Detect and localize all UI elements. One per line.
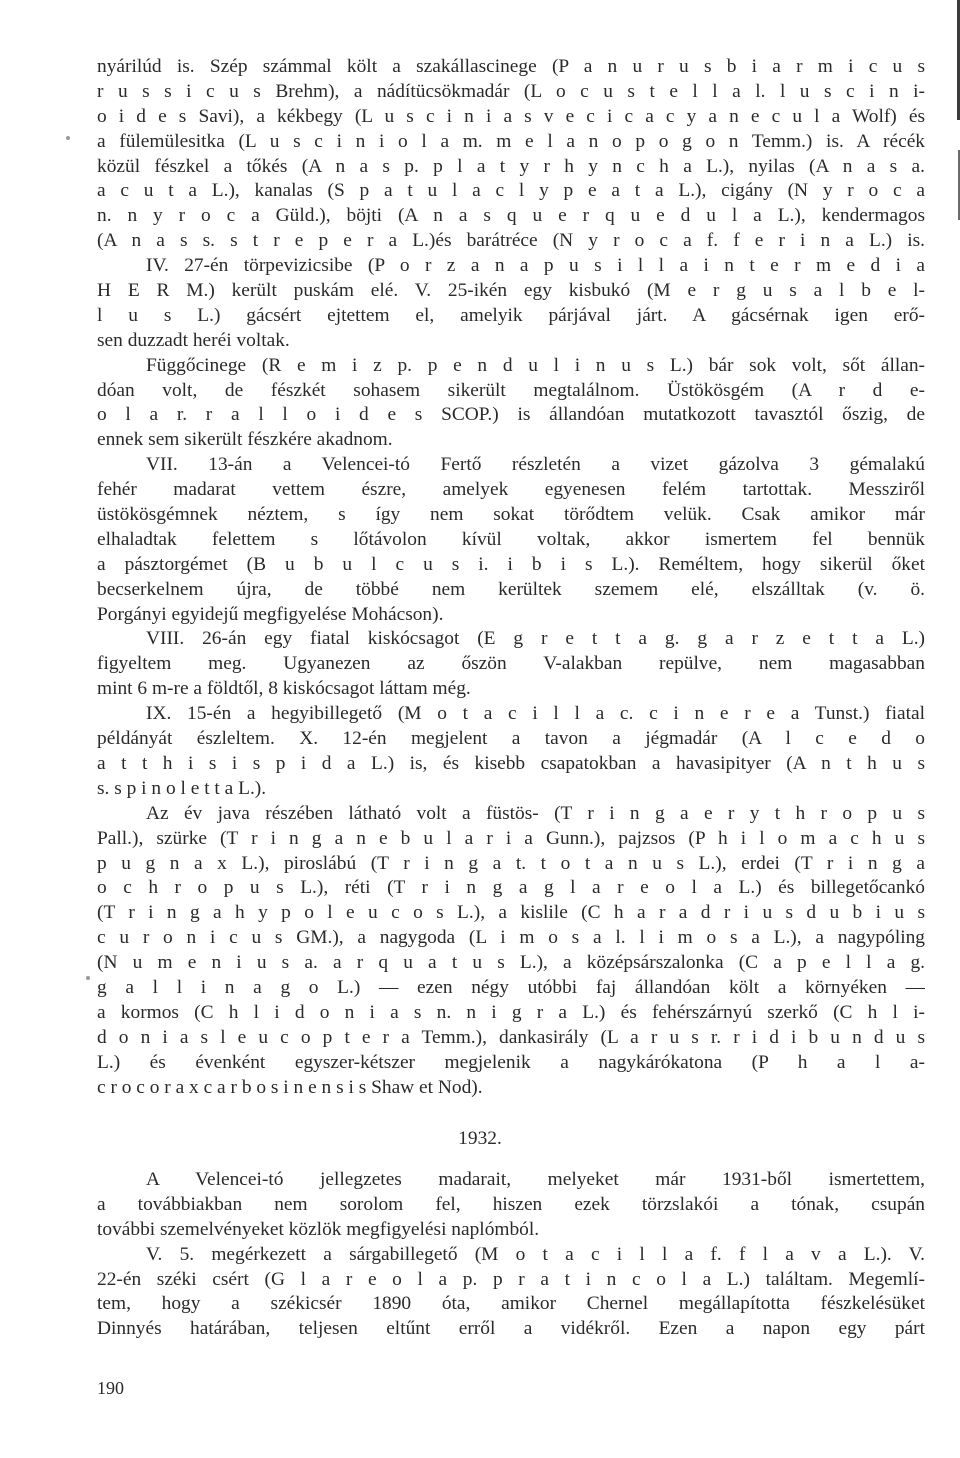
page-number: 190 [97,1378,124,1398]
text-line: nyárilúd is. Szép számmal költ a szakállascinege (P a n u r u s b i a r m i c u s [97,56,925,77]
text-line: üstökösgémnek néztem, s így nem sokat törődtem velük. Csak amikor már [97,504,925,526]
text-line: a c u t a L.), kanalas (S p a t u l a c l y p e a t a L.), cigány (N y r o c a [97,180,925,202]
text-line: d o n i a s l e u c o p t e r a Temm.), dankasirály (L a r u s r. r i d i b u n d u s [97,1026,925,1048]
text-line: 22-én széki csért (G l a r e o l a p. p r a t i n c o l a L.) találtam. Megemlí- [97,1268,925,1290]
text-line: c u r o n i c u s GM.), a nagygoda (L i m o s a l. l i m o s a L.), a nagypóling [97,927,925,949]
text-line: VIII. 26-án egy fiatal kiskócsagot (E g r e t t a g. g a r z e t t a L.) [146,628,925,650]
text-line: VII. 13-án a Velencei-tó Fertő részletén a vizet gázolva 3 gémalakú [146,454,925,476]
text-line: példányát észleltem. X. 12-én megjelent a tavon a jégmadár (A l c e d o [97,728,925,750]
text-line: Porgányi egyidejű megfigyelése Mohácson). [97,603,444,625]
text-line: A Velencei-tó jellegzetes madarait, melyeket már 1931-ből ismertettem, [146,1169,925,1190]
text-line: l u s L.) gácsért ejtettem el, amelyik párjával járt. A gácsérnak igen erő- [97,304,925,326]
text-line: elhaladtak felettem s lőtávolon kívül voltak, akkor ismertem fel bennük [97,528,925,550]
text-line: a továbbiakban nem sorolom fel, hiszen ezek törzslakói a tónak, csupán [97,1193,925,1215]
text-line: mint 6 m-re a földtől, 8 kiskócsagot láttam még. [97,678,471,700]
text-line: IX. 15-én a hegyibillegető (M o t a c i l l a c. c i n e r e a Tunst.) fiatal [146,703,925,725]
text-line: Dinnyés határában, teljesen eltűnt erről a vidékről. Ezen a napon egy párt [97,1318,925,1340]
text-column-continued [97,1168,925,1342]
text-line: Függőcinege (R e m i z p. p e n d u l i n u s L.) bár sok volt, sőt állan- [146,354,925,376]
text-line: r u s s i c u s Brehm), a nádítücsökmadár (L o c u s t e l l a l. l u s c i n i- [97,80,925,102]
text-line: H E R M.) került puskám elé. V. 25-ikén egy kisbukó (M e r g u s a l b e l- [97,280,925,302]
text-line: ennek sem sikerült fészkére akadnom. [97,429,393,451]
text-line: a fülemülesitka (L u s c i n i o l a m. m e l a n o p o g o n Temm.) is. A récék [97,130,925,152]
text-column [97,55,925,1100]
text-line: további szemelvényeket közlök megfigyelési naplómból. [97,1218,540,1240]
text-line: n. n y r o c a Güld.), böjti (A n a s q u e r q u e d u l a L.), kendermagos [97,205,925,227]
text-line: L.) és évenként egyszer-kétszer megjelenik a nagykárókatona (P h a l a- [97,1051,925,1073]
text-line: fehér madarat vettem észre, amelyek egyenesen felém tartottak. Messziről [97,479,925,501]
text-line: becserkelnem újra, de többé nem kerültek szemem elé, elszálltak (v. ö. [97,578,925,600]
text-line: Az év java részében látható volt a füstös- (T r i n g a e r y t h r o p u s [146,802,925,824]
text-line: (A n a s s. s t r e p e r a L.)és barátréce (N y r o c a f. f e r i n a L.) is. [97,230,925,252]
text-line: dóan volt, de fészkét sohasem sikerült megtalálnom. Üstökösgém (A r d e- [97,379,925,401]
text-line: c r o c o r a x c a r b o s i n e n s i s Shaw et Nod). [97,1076,483,1098]
text-line: V. 5. megérkezett a sárgabillegető (M o t a c i l l a f. f l a v a L.). V. [146,1243,925,1265]
text-line: g a l l i n a g o L.) — ezen négy utóbbi faj állandóan költ a környéken — [97,976,925,998]
text-line: sen duzzadt heréi voltak. [97,329,290,351]
scan-speck [66,136,70,140]
text-line: (N u m e n i u s a. a r q u a t u s L.), a középsárszalonka (C a p e l l a g. [97,952,925,974]
text-line: (T r i n g a h y p o l e u c o s L.), a kislile (C h a r a d r i u s d u b i u s [97,902,925,924]
text-line: tem, hogy a székicsér 1890 óta, amikor Chernel megállapította fészkelésüket [97,1293,925,1315]
text-line: figyeltem meg. Ugyanezen az őszön V-alakban repülve, nem magasabban [97,653,925,675]
text-line: p u g n a x L.), piroslábú (T r i n g a t. t o t a n u s L.), erdei (T r i n g a [97,852,925,874]
text-line: IV. 27-én törpevizicsibe (P o r z a n a p u s i l l a i n t e r m e d i a [146,255,925,277]
text-line: s. s p i n o l e t t a L.). [97,777,267,799]
text-line: o l a r. r a l l o i d e s SCOP.) is állandóan mutatkozott tavasztól őszig, de [97,404,925,426]
year-heading: 1932. [458,1128,502,1149]
text-line: a t t h i s i s p i d a L.) is, és kisebb csapatokban a havasipityer (A n t h u s [97,752,925,774]
text-line: Pall.), szürke (T r i n g a n e b u l a r i a Gunn.), pajzsos (P h i l o m a c h u s [97,827,925,849]
text-line: a kormos (C h l i d o n i a s n. n i g r a L.) és fehérszárnyú szerkő (C h l i- [97,1001,925,1023]
text-line: közül fészkel a tőkés (A n a s p. p l a t y r h y n c h a L.), nyilas (A n a s a. [97,155,925,177]
text-line: o c h r o p u s L.), réti (T r i n g a g l a r e o l a L.) és billegetőcankó [97,877,925,899]
scan-speck [86,976,90,980]
text-line: a pásztorgémet (B u b u l c u s i. i b i s L.). Reméltem, hogy sikerül őket [97,553,925,575]
text-line: o i d e s Savi), a kékbegy (L u s c i n i a s v e c i c a c y a n e c u l a Wolf) és [97,105,925,127]
